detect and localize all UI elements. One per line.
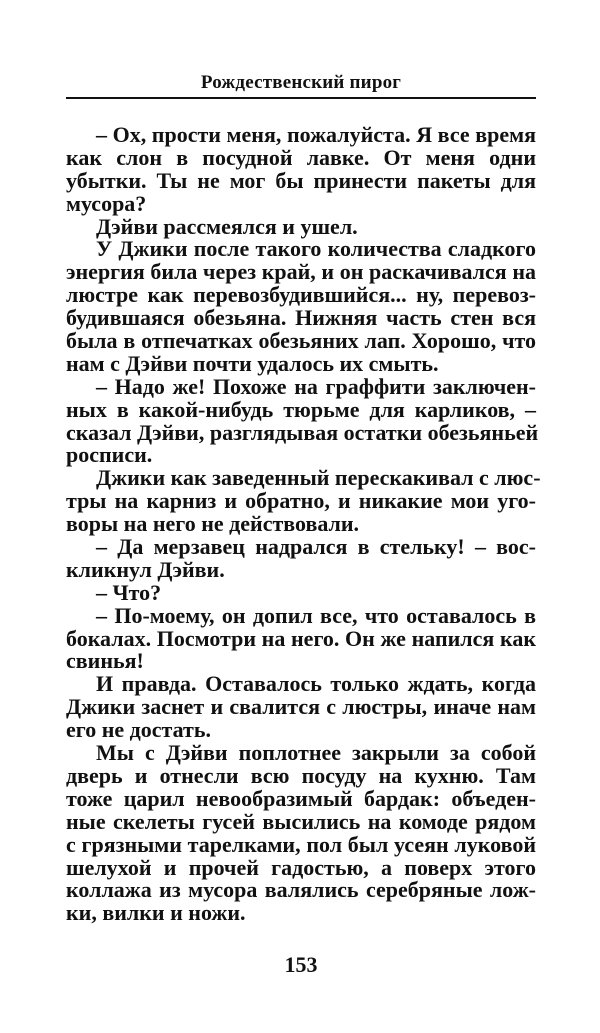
body-text xyxy=(66,122,541,926)
text-line: люстре как перевозбудившийся... ну, перевоз- xyxy=(66,282,536,308)
text-line: тоже царил невообразимый бардак: объеден- xyxy=(66,785,536,811)
text-line: кликнул Дэйви. xyxy=(66,556,225,582)
text-line: сказал Дэйви, разглядывая остатки обезьяньей xyxy=(66,419,539,445)
text-line: как слон в посудной лавке. От меня одни xyxy=(66,144,536,170)
text-line: Дэйви рассмеялся и ушел. xyxy=(96,213,358,239)
text-line: коллажа из мусора валялись серебряные лож- xyxy=(66,877,536,903)
text-line: – Да мерзавец надрался в стельку! – вос- xyxy=(96,534,536,560)
text-line: У Джики после такого количества сладкого xyxy=(96,236,536,262)
text-line: с грязными тарелками, пол был усеян луковой xyxy=(66,831,536,857)
text-line: ные скелеты гусей высились на комоде рядом xyxy=(66,808,536,834)
text-line: ки, вилки и ножи. xyxy=(66,900,246,926)
text-line: ных в какой-нибудь тюрьме для карликов, – xyxy=(66,396,536,422)
text-line: нам с Дэйви почти удалось их смыть. xyxy=(66,350,439,376)
text-line: росписи. xyxy=(66,442,153,468)
text-line: Мы с Дэйви поплотнее закрыли за собой xyxy=(96,740,536,766)
text-line: его не достать. xyxy=(66,717,211,743)
text-line: – Надо же! Похоже на граффити заключен- xyxy=(96,373,536,399)
text-line: дверь и отнесли всю посуду на кухню. Там xyxy=(66,762,536,788)
text-line: шелухой и прочей гадостью, а поверх этого xyxy=(66,854,536,880)
page-number: 153 xyxy=(284,952,318,977)
text-line: Джики как заведенный перескакивал с люс- xyxy=(96,465,541,491)
text-line: убытки. Ты не мог бы принести пакеты для xyxy=(66,167,536,193)
text-line: энергия била через край, и он раскачивался на xyxy=(66,259,536,285)
text-line: будившаяся обезьяна. Нижняя часть стен вся xyxy=(66,305,536,331)
text-line: была в отпечатках обезьяних лап. Хорошо, что xyxy=(66,328,536,354)
text-line: – Ох, прости меня, пожалуйста. Я все время xyxy=(96,122,536,147)
text-line: свинья! xyxy=(66,648,144,674)
text-line: – По-моему, он допил все, что оставалось в xyxy=(96,602,536,628)
text-line: тры на карниз и обратно, и никакие мои уго- xyxy=(66,488,536,514)
text-line: Джики заснет и свалится с люстры, иначе нам xyxy=(66,694,536,720)
header-rule xyxy=(66,97,536,99)
running-header-title: Рождественский пирог xyxy=(200,72,402,93)
text-line: бокалах. Посмотри на него. Он же напился как xyxy=(66,625,536,651)
text-line: мусора? xyxy=(66,190,147,216)
text-line: И правда. Оставалось только ждать, когда xyxy=(96,671,536,697)
text-line: – Что? xyxy=(96,579,162,605)
text-line: воры на него не действовали. xyxy=(66,511,360,537)
